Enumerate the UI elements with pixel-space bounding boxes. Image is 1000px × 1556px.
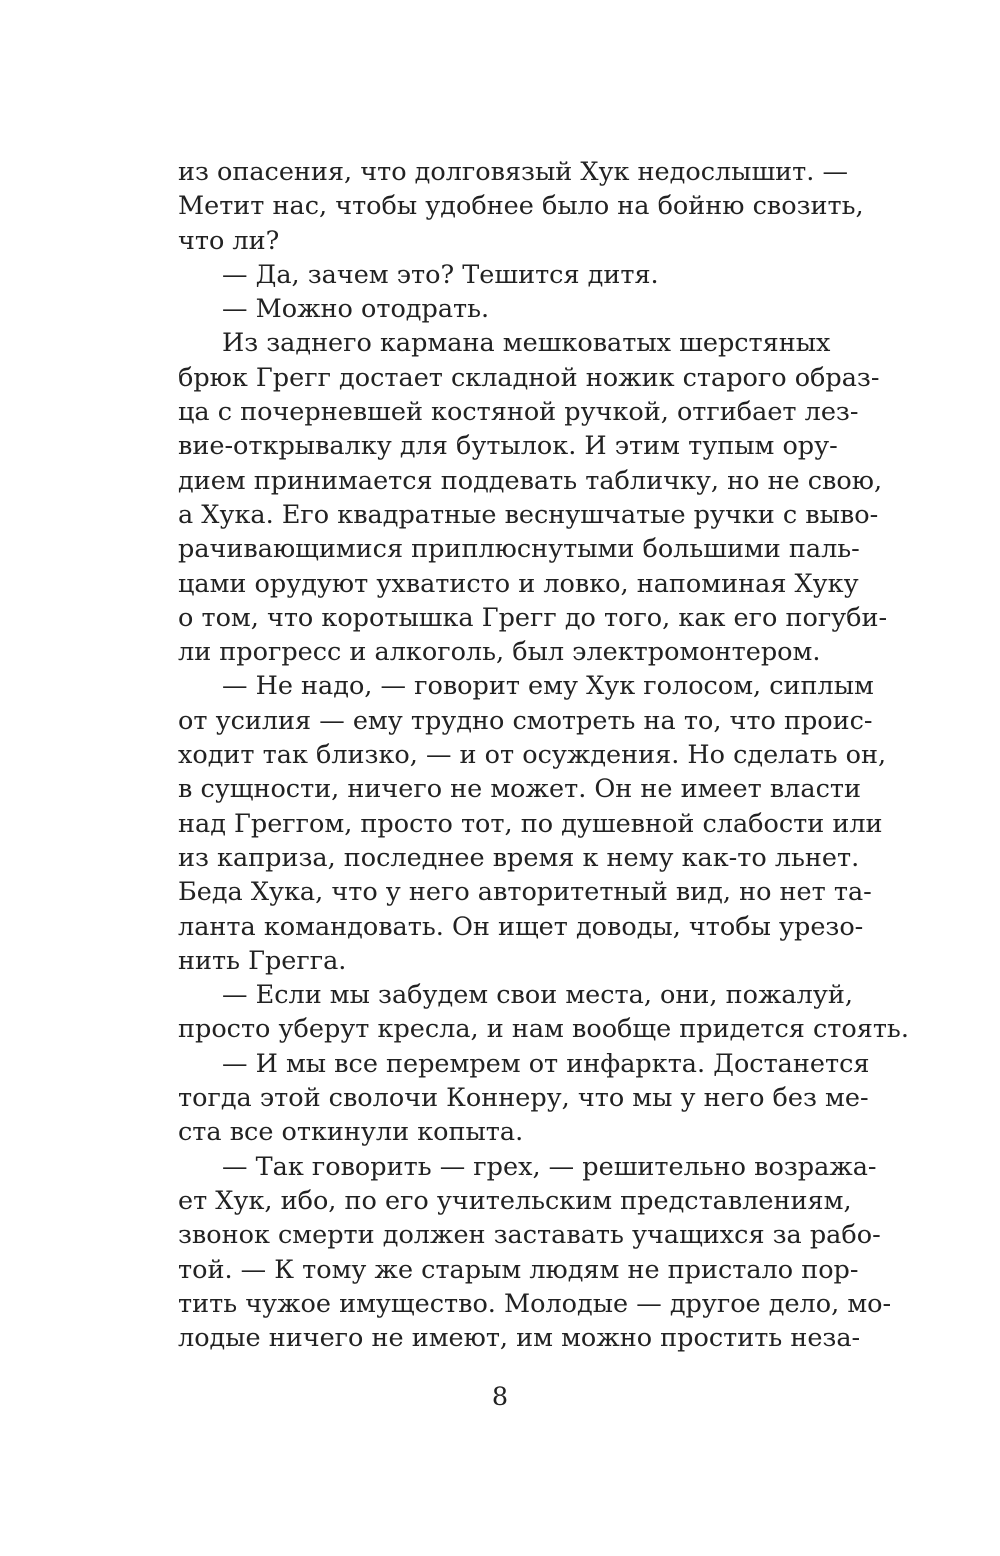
text-line: Беда Хука, что у него авторитетный вид, но нет та-	[178, 877, 872, 908]
text-line: ходит так близко, — и от осуждения. Но сделать он,	[178, 740, 887, 771]
text-line: ет Хук, ибо, по его учительским представлениям,	[178, 1185, 852, 1216]
text-line: нить Грегга.	[178, 945, 347, 976]
text-line: тить чужое имущество. Молодые — другое дело, мо-	[178, 1288, 892, 1319]
text-line: — Можно отодрать.	[222, 294, 490, 325]
text-line: из опасения, что долговязый Хук недослышит. —	[178, 157, 848, 187]
text-line: — Да, зачем это? Тешится дитя.	[222, 259, 659, 290]
text-line: Из заднего кармана мешковатых шерстяных	[222, 328, 831, 359]
text-line: из каприза, последнее время к нему как-то льнет.	[178, 842, 860, 873]
text-line: а Хука. Его квадратные веснушчатые ручки с выво-	[178, 499, 879, 530]
text-line: ланта командовать. Он ищет доводы, чтобы урезо-	[178, 911, 864, 942]
text-line: ли прогресс и алкоголь, был электромонтером.	[178, 637, 821, 668]
text-line: тогда этой сволочи Коннеру, что мы у него без ме-	[178, 1083, 869, 1114]
text-line: просто уберут кресла, и нам вообще придется стоять.	[178, 1014, 909, 1045]
text-line: в сущности, ничего не может. Он не имеет власти	[178, 774, 861, 805]
text-line: — Не надо, — говорит ему Хук голосом, сиплым	[222, 671, 874, 702]
text-line: цами орудуют ухватисто и ловко, напоминая Хуку	[178, 568, 859, 599]
text-line: вие-открывалку для бутылок. И этим тупым ору-	[178, 431, 838, 462]
text-line: Метит нас, чтобы удобнее было на бойню свозить,	[178, 191, 864, 222]
text-line: ста все откинули копыта.	[178, 1117, 524, 1148]
text-line: рачивающимися приплюснутыми большими паль-	[178, 534, 860, 565]
text-line: от усилия — ему трудно смотреть на то, что проис-	[178, 705, 873, 736]
text-line: звонок смерти должен заставать учащихся за рабо-	[178, 1220, 881, 1251]
text-line: дием принимается поддевать табличку, но не свою,	[178, 465, 883, 496]
text-line: той. — К тому же старым людям не пристало пор-	[178, 1254, 859, 1285]
text-line: — Так говорить — грех, — решительно возража-	[222, 1151, 877, 1182]
page-number: 8	[491, 1382, 509, 1412]
text-line: о том, что коротышка Грегг до того, как его погуби-	[178, 602, 888, 633]
text-line: лодые ничего не имеют, им можно простить неза-	[178, 1323, 861, 1354]
text-line: брюк Грегг достает складной ножик старого образ-	[178, 362, 880, 393]
text-line: — Если мы забудем свои места, они, пожалуй,	[222, 980, 853, 1011]
text-line: ца с почерневшей костяной ручкой, отгибает лез-	[178, 397, 859, 428]
body-text	[178, 155, 909, 1355]
text-line: — И мы все перемрем от инфаркта. Достанется	[222, 1048, 870, 1079]
text-line: что ли?	[178, 225, 280, 256]
text-line: над Греггом, просто тот, по душевной слабости или	[178, 808, 883, 839]
